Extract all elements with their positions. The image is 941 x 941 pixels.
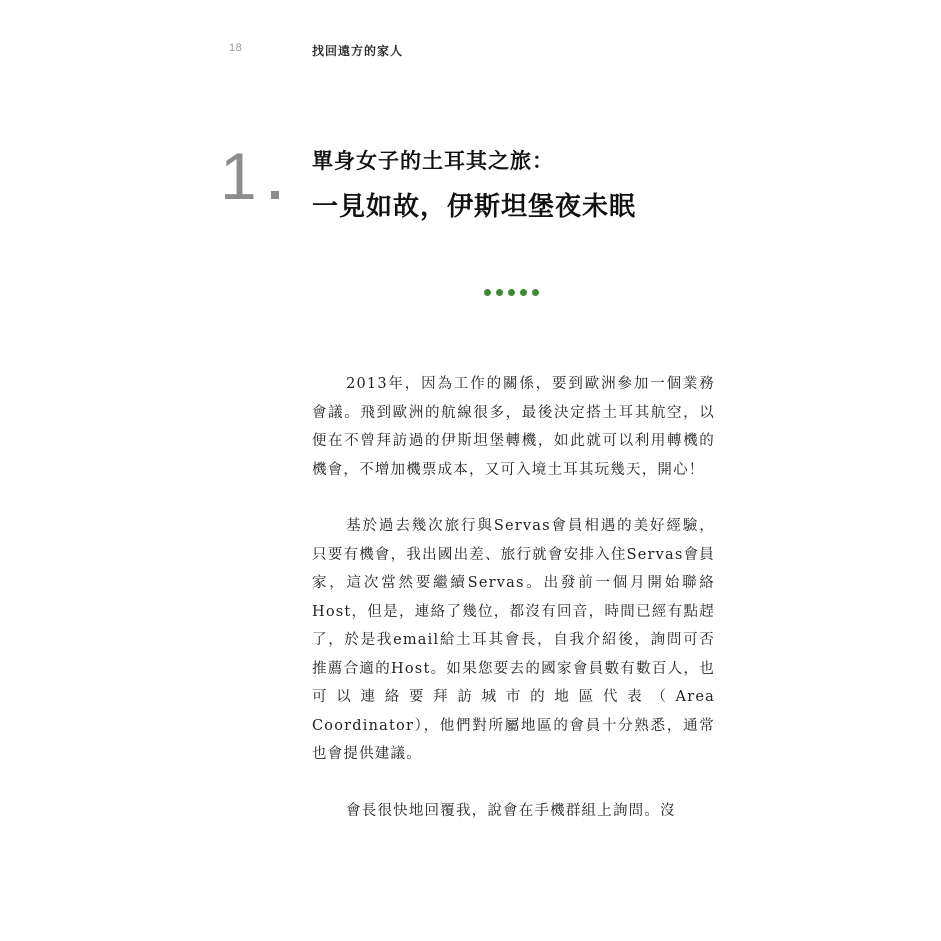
chapter-number-dot: [271, 191, 279, 199]
chapter-title-line-1: 單身女子的土耳其之旅：: [312, 149, 554, 173]
chapter-number: [220, 139, 279, 213]
body-paragraph: 會長很快地回覆我，說會在手機群組上詢問。沒: [346, 802, 676, 819]
ornament-dot: [496, 289, 503, 296]
chapter-title: [312, 148, 636, 224]
page-number: 18: [229, 42, 243, 54]
running-head-title: 找回遠方的家人: [312, 44, 404, 58]
ornament-dot: [520, 289, 527, 296]
ornament-dot: [532, 289, 539, 296]
body-paragraph: 基於過去幾次旅行與Servas會員相遇的美好經驗，只要有機會，我出國出差、旅行就會安排入住Servas會員家，這次當然要繼續Servas。出發前一個月開始聯絡Host，但是，連絡了幾位，都沒有回音，時間已經有點趕了，於是我email給土耳其會長，自我介紹後，詢問可否推薦合適的Host。如果您要去的國家會員數有數百人，也可以連絡要拜訪城市的地區代表（Area Coordinator），他們對所屬地區的會員十分熟悉，通常也會提供建議。: [312, 518, 715, 762]
ornament-dot: [484, 289, 491, 296]
ornament-dot: [508, 289, 515, 296]
section-ornament: [484, 289, 539, 296]
chapter-title-line-2: 一見如故，伊斯坦堡夜未眠: [312, 192, 637, 222]
body-text: [312, 370, 715, 853]
body-paragraph: 2013年，因為工作的關係，要到歐洲參加一個業務會議。飛到歐洲的航線很多，最後決定搭土耳其航空，以便在不曾拜訪過的伊斯坦堡轉機，如此就可以利用轉機的機會，不增加機票成本，又可入境土耳其玩幾天，開心！: [312, 376, 715, 478]
chapter-number-digit: 1: [220, 139, 257, 213]
